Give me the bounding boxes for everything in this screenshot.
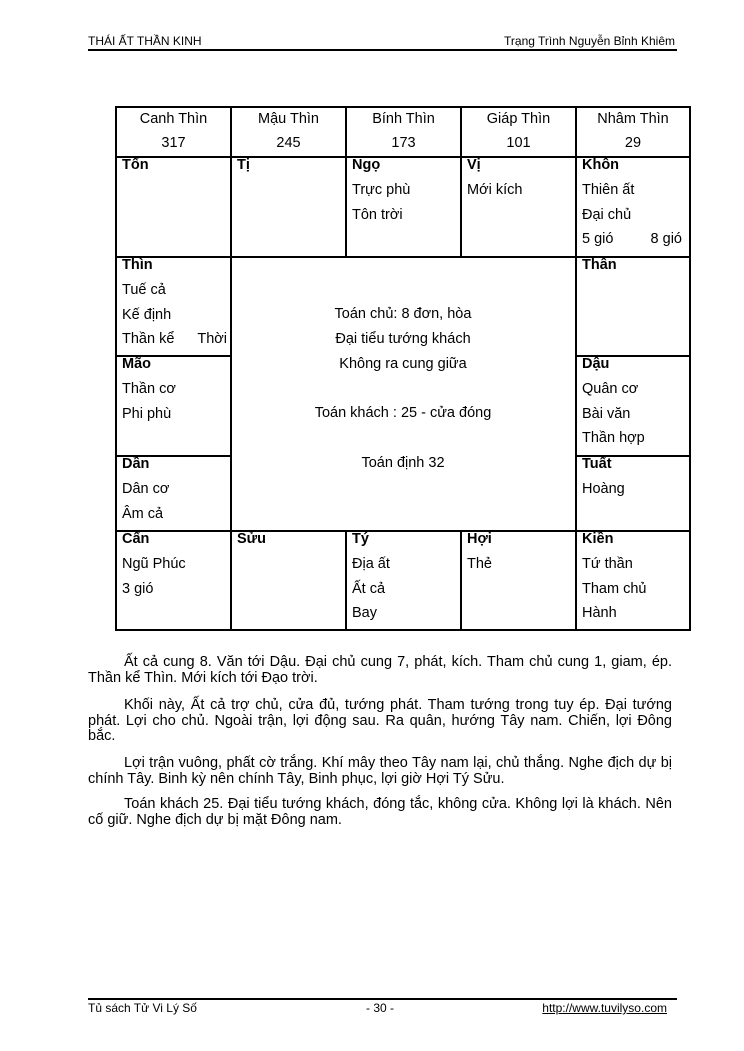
center-line: Toán chủ: 8 đơn, hòa (334, 306, 472, 322)
header-author: Trạng Trình Nguyễn Bỉnh Khiêm (504, 34, 675, 48)
palace-line-right: 8 gió (650, 231, 682, 248)
table-border-right (689, 106, 691, 631)
palace-title: Ngọ (352, 157, 381, 173)
header-cell-value: 29 (624, 135, 642, 151)
header-cell (462, 107, 575, 155)
header-cell-value: 245 (276, 135, 301, 151)
footer-link[interactable]: http://www.tuvilyso.com (542, 1001, 667, 1015)
header-cell (347, 107, 460, 155)
palace-can (122, 527, 227, 601)
palace-line: Dân cơ (122, 480, 170, 497)
palace-ty (352, 527, 457, 626)
center-line: Đại tiểu tướng khách (335, 330, 471, 347)
header-book-title: THÁI ẤT THẦN KINH (88, 34, 202, 48)
palace-title: Kiền (582, 531, 614, 547)
palace-ton (122, 153, 227, 178)
palace-table (115, 106, 691, 631)
palace-line: 3 gió (122, 580, 154, 597)
palace-line: Bay (352, 605, 377, 622)
center-summary (231, 302, 575, 476)
palace-title: Mão (122, 356, 151, 372)
palace-title: Vị (467, 157, 481, 173)
palace-title: Thân (582, 257, 617, 273)
palace-ti (237, 153, 342, 178)
palace-vi (467, 153, 572, 203)
paragraph-text: Ất cả cung 8. Văn tới Dậu. Đại chủ cung 7, phát, kích. Tham chủ cung 1, giam, ép. Thần kể Thìn. Mới kích tới Đạo trời. (88, 654, 672, 686)
body-paragraph (88, 655, 672, 686)
table-border-left (115, 106, 117, 631)
footer-rule (88, 998, 677, 1000)
palace-line: Quân cơ (582, 380, 639, 397)
palace-line: Địa ất (352, 555, 390, 572)
palace-title: Tý (352, 531, 369, 547)
palace-suu (237, 527, 342, 552)
palace-kien (582, 527, 682, 626)
palace-title: Cấn (122, 531, 150, 547)
center-line: Toán khách : 25 - cửa đóng (314, 405, 492, 422)
palace-line: Phi phù (122, 405, 172, 422)
body-paragraph (88, 756, 672, 787)
col-divider (575, 106, 577, 631)
header-cell-name: Bính Thìn (372, 111, 435, 127)
header-cell-value: 173 (391, 135, 416, 151)
palace-line: Hành (582, 605, 617, 622)
palace-line: Bài văn (582, 405, 631, 422)
palace-dau (582, 352, 682, 451)
palace-mao (122, 352, 227, 426)
palace-line: Tứ thần (582, 555, 633, 572)
palace-line: Tôn trời (352, 206, 403, 223)
header-cell-name: Mậu Thìn (258, 111, 319, 127)
page-footer (88, 1001, 677, 1019)
palace-title: Sửu (237, 531, 267, 547)
header-cell-name: Canh Thìn (139, 111, 208, 127)
body-paragraph (88, 698, 672, 745)
center-line: Không ra cung giữa (339, 355, 467, 372)
col-divider (460, 530, 462, 631)
palace-title: Hợi (467, 531, 492, 547)
palace-title: Dần (122, 456, 150, 472)
palace-line: Ngũ Phúc (122, 555, 186, 572)
table-border-bottom (115, 629, 691, 631)
palace-tuat (582, 452, 682, 502)
palace-line: Âm cả (122, 505, 164, 522)
palace-title: Khôn (582, 157, 620, 173)
palace-line (122, 327, 227, 352)
palace-line-left: Thần kể (122, 331, 175, 348)
palace-title: Tị (237, 157, 250, 173)
palace-title: Thìn (122, 257, 153, 273)
palace-line-left: 5 gió (582, 231, 614, 248)
palace-hoi (467, 527, 572, 577)
palace-line: Thiên ất (582, 181, 635, 198)
palace-thin (122, 253, 227, 352)
palace-line: Thần hợp (582, 430, 645, 447)
palace-khon (582, 153, 682, 252)
header-cell-value: 317 (161, 135, 186, 151)
palace-line: Trực phù (352, 181, 411, 198)
header-cell (117, 107, 230, 155)
palace-line (582, 227, 682, 252)
palace-title: Dậu (582, 356, 610, 372)
palace-line: Kế định (122, 306, 172, 323)
palace-line: Ất cả (352, 580, 386, 597)
paragraph-text: Lợi trận vuông, phất cờ trắng. Khí mây theo Tây nam lại, chủ thắng. Nghe địch dự bị chính Tây. Binh kỳ nên chính Tây, Binh phục, lợi giờ Hợi Tý Sửu. (88, 755, 672, 787)
footer-series: Tủ sách Tử Vi Lý Số (88, 1001, 197, 1015)
header-cell (232, 107, 345, 155)
body-paragraph (88, 797, 672, 828)
page-number: - 30 - (366, 1001, 395, 1015)
paragraph-text: Khối này, Ất cả trợ chủ, cửa đủ, tướng phát. Tham tướng trong tuy ép. Đại tướng phát. Lợi cho chủ. Ngoài trận, lợi động sau. Ra quân, hướng Tây nam. Chiến, lợi Đông bắc. (88, 697, 672, 744)
palace-line: Hoàng (582, 480, 625, 497)
header-cell-value: 101 (506, 135, 531, 151)
paragraph-text: Toán khách 25. Đại tiểu tướng khách, đóng tắc, không cửa. Không lợi là khách. Nên cố giữ. Nghe địch dự bị mặt Đông nam. (88, 796, 672, 828)
palace-line: Tuế cả (122, 281, 166, 298)
header-cell (577, 107, 689, 155)
col-divider (345, 530, 347, 631)
palace-line: Thẻ (467, 555, 492, 572)
header-cell-name: Nhâm Thìn (597, 111, 669, 127)
header-rule (88, 49, 677, 51)
center-line: Toán định 32 (361, 454, 445, 471)
palace-title: Tốn (122, 157, 149, 173)
palace-line: Tham chủ (582, 580, 647, 597)
palace-line-right: Thời (197, 331, 227, 348)
palace-than (582, 253, 682, 278)
palace-line: Thần cơ (122, 380, 176, 397)
palace-line: Mới kích (467, 181, 523, 198)
header-cell-name: Giáp Thìn (486, 111, 551, 127)
palace-line: Đại chủ (582, 206, 632, 223)
palace-dan (122, 452, 227, 526)
palace-title: Tuất (582, 456, 612, 472)
palace-ngo (352, 153, 457, 227)
